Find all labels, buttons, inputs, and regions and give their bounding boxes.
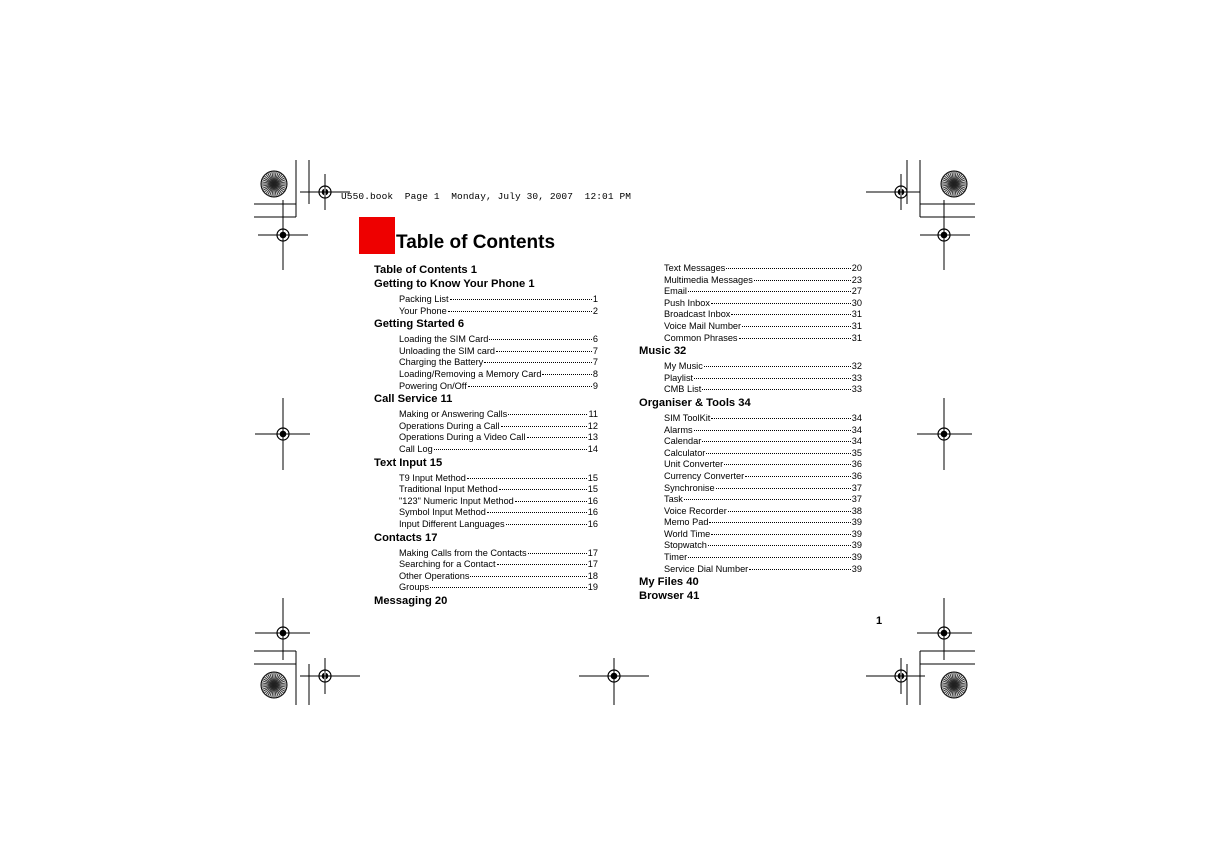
toc-entry-title: Input Different Languages (399, 518, 505, 529)
dot-leader (528, 553, 587, 554)
dot-leader (731, 314, 850, 315)
toc-entry-title: Currency Converter (664, 470, 745, 481)
dot-leader (716, 488, 851, 489)
dot-leader (501, 426, 587, 427)
toc-entry (664, 309, 862, 321)
toc-entry (664, 298, 862, 310)
toc-entry (664, 373, 862, 385)
toc-section (374, 392, 598, 455)
toc-entry-title: Synchronise (664, 482, 715, 493)
dot-leader (684, 499, 851, 500)
dot-leader (702, 441, 850, 442)
toc-entry-page: 34 (851, 424, 862, 435)
dot-leader (724, 464, 851, 465)
toc-entry-page: 32 (851, 361, 862, 372)
toc-entry-title: Multimedia Messages (664, 274, 753, 285)
toc-entry (399, 444, 598, 456)
toc-entry-title: Playlist (664, 372, 694, 383)
toc-entry (399, 432, 598, 444)
toc-entry-title: SIM ToolKit (664, 412, 711, 423)
toc-entry (664, 384, 862, 396)
starburst-mark (941, 672, 967, 698)
dot-leader (708, 545, 851, 546)
toc-entry-title: My Music (664, 361, 703, 372)
toc-entry (399, 548, 598, 560)
dot-leader (497, 564, 587, 565)
toc-entry-title: Call Log (399, 443, 433, 454)
starburst-mark (941, 171, 967, 197)
toc-section-heading: Table of Contents 1 (374, 264, 477, 276)
toc-entry-page: 39 (851, 528, 862, 539)
toc-entry-title: Calculator (664, 447, 706, 458)
toc-entry-title: Broadcast Inbox (664, 309, 731, 320)
toc-entry (664, 275, 862, 287)
toc-entry (399, 582, 598, 594)
page-title: Table of Contents (396, 232, 556, 253)
dot-leader (448, 311, 592, 312)
toc-entry-page: 8 (592, 368, 598, 379)
dot-leader (508, 414, 587, 415)
toc-entry-list (639, 263, 862, 344)
toc-entry (399, 496, 598, 508)
toc-entry (664, 564, 862, 576)
toc-section (639, 589, 862, 603)
dot-leader (489, 339, 591, 340)
toc-entry (664, 459, 862, 471)
toc-entry-page: 15 (587, 472, 598, 483)
toc-entry-page: 31 (851, 309, 862, 320)
dot-leader (468, 386, 592, 387)
dot-leader (709, 522, 850, 523)
dot-leader (450, 299, 592, 300)
toc-entry (664, 552, 862, 564)
toc-entry (399, 294, 598, 306)
toc-entry-title: "123" Numeric Input Method (399, 495, 514, 506)
dot-leader (430, 587, 587, 588)
toc-entry (399, 306, 598, 318)
dot-leader (496, 351, 592, 352)
toc-left-column (374, 263, 598, 608)
toc-entry-page: 39 (851, 552, 862, 563)
toc-entry (664, 321, 862, 333)
toc-entry-page: 38 (851, 505, 862, 516)
toc-entry-title: Your Phone (399, 305, 447, 316)
toc-entry-title: Task (664, 494, 683, 505)
toc-section-heading: Getting Started 6 (374, 318, 465, 331)
toc-entry-page: 9 (592, 380, 598, 391)
dot-leader (726, 268, 850, 269)
toc-entry (399, 334, 598, 346)
toc-entry-title: World Time (664, 528, 711, 539)
toc-entry-page: 18 (587, 570, 598, 581)
toc-entry (664, 286, 862, 298)
toc-entry-title: Memo Pad (664, 517, 709, 528)
toc-entry-title: Push Inbox (664, 297, 710, 308)
toc-entry-title: Powering On/Off (399, 380, 467, 391)
toc-entry-page: 7 (592, 357, 598, 368)
toc-entry (399, 381, 598, 393)
page-number: 1 (876, 615, 883, 627)
toc-section-heading: Organiser & Tools 34 (639, 396, 751, 409)
toc-entry (399, 484, 598, 496)
dot-leader (745, 476, 851, 477)
toc-entry-page: 6 (592, 334, 598, 345)
toc-entry-page: 16 (587, 507, 598, 518)
dot-leader (711, 534, 850, 535)
toc-entry-title: CMB List (664, 384, 702, 395)
toc-entry-page: 2 (592, 305, 598, 316)
toc-entry-page: 23 (851, 274, 862, 285)
toc-entry-list (374, 294, 598, 317)
toc-section (374, 263, 598, 277)
toc-entry-page: 33 (851, 384, 862, 395)
toc-entry-title: Timer (664, 552, 688, 563)
toc-entry-title: Traditional Input Method (399, 484, 498, 495)
toc-entry (399, 519, 598, 531)
toc-entry-page: 15 (587, 484, 598, 495)
toc-entry-page: 13 (587, 432, 598, 443)
print-header: U550.book Page 1 Monday, July 30, 2007 12:01 PM (341, 191, 632, 202)
dot-leader (711, 418, 850, 419)
toc-entry-title: Text Messages (664, 263, 726, 273)
toc-entry (664, 263, 862, 275)
toc-entry (664, 517, 862, 529)
toc-entry-title: Stopwatch (664, 540, 707, 551)
toc-entry (664, 425, 862, 437)
toc-entry-page: 17 (587, 547, 598, 558)
toc-section-heading: Contacts 17 (374, 531, 438, 544)
toc-entry-title: Making or Answering Calls (399, 409, 508, 420)
toc-entry-title: Making Calls from the Contacts (399, 547, 527, 558)
toc-entry (399, 559, 598, 571)
toc-entry-title: Packing List (399, 294, 449, 304)
toc-section-heading: Messaging 20 (374, 594, 448, 607)
toc-entry-page: 39 (851, 517, 862, 528)
toc-entry-title: Operations During a Call (399, 420, 500, 431)
toc-entry-list (639, 413, 862, 575)
toc-section (374, 277, 598, 317)
toc-entry-list (639, 361, 862, 396)
toc-entry-title: Voice Recorder (664, 505, 727, 516)
starburst-mark (261, 672, 287, 698)
toc-section-heading: Call Service 11 (374, 393, 453, 406)
toc-entry (664, 483, 862, 495)
toc-entry-title: Common Phrases (664, 332, 738, 343)
toc-section (639, 575, 862, 589)
toc-section-heading: Text Input 15 (374, 456, 443, 469)
toc-section (374, 531, 598, 594)
toc-entry (664, 361, 862, 373)
toc-entry-title: Email (664, 286, 687, 297)
toc-entry-page: 37 (851, 482, 862, 493)
toc-entry (664, 436, 862, 448)
toc-entry-list (374, 548, 598, 594)
toc-entry-page: 16 (587, 495, 598, 506)
dot-leader (754, 280, 851, 281)
starburst-mark (261, 171, 287, 197)
toc-entry (664, 506, 862, 518)
toc-entry (664, 540, 862, 552)
dot-leader (527, 437, 587, 438)
dot-leader (728, 511, 851, 512)
dot-leader (694, 430, 851, 431)
toc-entry-page: 30 (851, 297, 862, 308)
toc-section-heading: Getting to Know Your Phone 1 (374, 278, 535, 290)
toc-entry-page: 34 (851, 436, 862, 447)
toc-section-heading: My Files 40 (639, 576, 699, 589)
toc-entry (664, 529, 862, 541)
toc-entry-page: 37 (851, 494, 862, 505)
toc-section-heading: Browser 41 (639, 590, 700, 603)
dot-leader (688, 557, 851, 558)
toc-entry-title: Service Dial Number (664, 563, 749, 574)
toc-entry (399, 473, 598, 485)
toc-entry (399, 369, 598, 381)
toc-entry (664, 448, 862, 460)
toc-entry-page: 16 (587, 518, 598, 529)
toc-entry-title: Voice Mail Number (664, 320, 742, 331)
dot-leader (688, 291, 851, 292)
toc-entry-title: Loading/Removing a Memory Card (399, 368, 542, 379)
toc-entry-title: Unloading the SIM card (399, 345, 496, 356)
toc-entry-list (374, 334, 598, 392)
toc-entry (664, 333, 862, 345)
toc-section (374, 594, 598, 608)
toc-entry-title: Other Operations (399, 570, 470, 581)
toc-right-column (639, 263, 862, 603)
toc-entry-page: 39 (851, 540, 862, 551)
dot-leader (706, 453, 850, 454)
dot-leader (515, 501, 587, 502)
toc-section (639, 263, 862, 344)
toc-section (374, 317, 598, 392)
toc-entry (399, 507, 598, 519)
toc-entry-title: Unit Converter (664, 459, 724, 470)
toc-entry (399, 357, 598, 369)
toc-entry-page: 39 (851, 563, 862, 574)
toc-entry-page: 36 (851, 470, 862, 481)
toc-entry-page: 7 (592, 345, 598, 356)
toc-entry-page: 12 (587, 420, 598, 431)
red-tab-block (359, 217, 395, 254)
dot-leader (739, 338, 851, 339)
toc-entry-page: 35 (851, 447, 862, 458)
toc-entry (399, 409, 598, 421)
toc-entry-page: 33 (851, 372, 862, 383)
toc-entry (399, 571, 598, 583)
dot-leader (694, 378, 851, 379)
toc-entry-page: 1 (592, 294, 598, 304)
toc-entry-title: Alarms (664, 424, 693, 435)
dot-leader (470, 576, 586, 577)
dot-leader (434, 449, 587, 450)
toc-entry (399, 346, 598, 358)
toc-section-heading: Music 32 (639, 345, 687, 358)
toc-entry-title: Groups (399, 582, 430, 593)
toc-entry-list (374, 473, 598, 531)
toc-entry (664, 413, 862, 425)
toc-entry-title: Searching for a Contact (399, 559, 496, 570)
dot-leader (704, 366, 851, 367)
toc-entry-page: 14 (587, 443, 598, 454)
toc-entry (664, 471, 862, 483)
toc-entry-page: 31 (851, 332, 862, 343)
toc-entry (664, 494, 862, 506)
toc-entry-page: 27 (851, 286, 862, 297)
toc-entry-title: Operations During a Video Call (399, 432, 526, 443)
dot-leader (742, 326, 851, 327)
dot-leader (499, 489, 587, 490)
toc-entry-page: 31 (851, 320, 862, 331)
dot-leader (711, 303, 851, 304)
toc-entry-page: 36 (851, 459, 862, 470)
dot-leader (542, 374, 591, 375)
toc-entry-page: 20 (851, 263, 862, 273)
dot-leader (749, 569, 851, 570)
toc-entry-page: 11 (588, 409, 598, 420)
toc-section (639, 396, 862, 575)
toc-entry-title: Loading the SIM Card (399, 334, 489, 345)
toc-entry (399, 421, 598, 433)
toc-section (374, 456, 598, 531)
toc-entry-title: Symbol Input Method (399, 507, 486, 518)
toc-section (639, 344, 862, 396)
toc-entry-page: 34 (851, 412, 862, 423)
toc-entry-page: 19 (587, 582, 598, 593)
toc-entry-title: Calendar (664, 436, 702, 447)
dot-leader (506, 524, 587, 525)
toc-entry-title: T9 Input Method (399, 472, 466, 483)
dot-leader (702, 389, 850, 390)
toc-entry-page: 17 (587, 559, 598, 570)
dot-leader (484, 362, 592, 363)
toc-entry-title: Charging the Battery (399, 357, 484, 368)
toc-entry-list (374, 409, 598, 455)
dot-leader (487, 512, 587, 513)
dot-leader (467, 478, 587, 479)
